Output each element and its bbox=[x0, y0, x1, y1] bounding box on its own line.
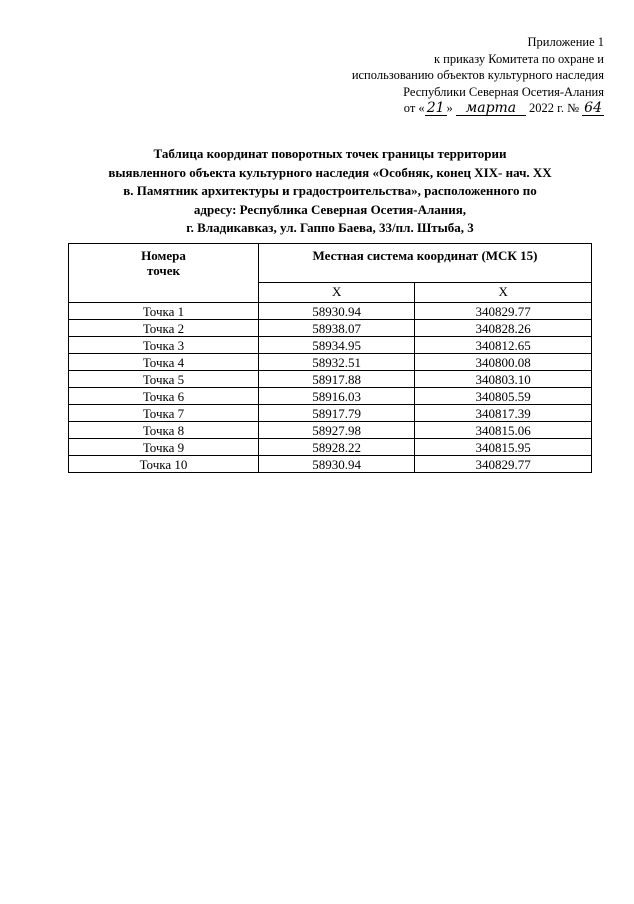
x2-cell: 340829.77 bbox=[415, 303, 592, 320]
date-month: марта bbox=[456, 101, 526, 116]
date-prefix: от « bbox=[403, 101, 425, 115]
appendix-line3: использованию объектов культурного наследия bbox=[351, 68, 604, 82]
table-row bbox=[69, 405, 592, 422]
header-points-label: Номера точек bbox=[141, 248, 186, 278]
x1-cell: 58938.07 bbox=[259, 320, 415, 337]
table-row bbox=[69, 371, 592, 388]
appendix-line1: Приложение 1 bbox=[527, 35, 604, 49]
point-cell: Точка 6 bbox=[69, 388, 259, 405]
x1-cell: 58916.03 bbox=[259, 388, 415, 405]
date-mid: » bbox=[446, 101, 453, 115]
appendix-date-line bbox=[352, 100, 604, 117]
title-line1: Таблица координат поворотных точек границы территории bbox=[153, 146, 507, 161]
point-cell: Точка 10 bbox=[69, 456, 259, 473]
x2-cell: 340829.77 bbox=[415, 456, 592, 473]
x2-cell: 340812.65 bbox=[415, 337, 592, 354]
table-row bbox=[69, 337, 592, 354]
point-cell: Точка 5 bbox=[69, 371, 259, 388]
table-row bbox=[69, 354, 592, 371]
title-line4: адресу: Республика Северная Осетия-Алания, bbox=[193, 201, 467, 217]
table-row bbox=[69, 320, 592, 337]
title-line2: выявленного объекта культурного наследия «Особняк, конец XIX- нач. XX bbox=[108, 164, 552, 180]
x2-cell: 340803.10 bbox=[415, 371, 592, 388]
date-day: 21 bbox=[426, 100, 445, 116]
coordinates-table bbox=[68, 243, 592, 473]
document-title bbox=[60, 145, 600, 238]
appendix-line2: к приказу Комитета по охране и bbox=[433, 51, 604, 66]
title-line3: в. Памятник архитектуры и градостроительства», расположенного по bbox=[123, 183, 537, 198]
table-row bbox=[69, 456, 592, 473]
date-year: 2022 г. № bbox=[529, 101, 580, 115]
point-cell: Точка 7 bbox=[69, 405, 259, 422]
x1-cell: 58927.98 bbox=[259, 422, 415, 439]
point-cell: Точка 3 bbox=[69, 337, 259, 354]
title-line5: г. Владикавказ, ул. Гаппо Баева, 33/пл. Штыба, 3 bbox=[186, 220, 474, 235]
header-coordinate-system: Местная система координат (МСК 15) bbox=[259, 244, 592, 283]
x2-cell: 340805.59 bbox=[415, 388, 592, 405]
x2-cell: 340828.26 bbox=[415, 320, 592, 337]
x2-cell: 340815.95 bbox=[415, 439, 592, 456]
point-cell: Точка 1 bbox=[69, 303, 259, 320]
x1-cell: 58917.88 bbox=[259, 371, 415, 388]
point-cell: Точка 2 bbox=[69, 320, 259, 337]
table-row bbox=[69, 388, 592, 405]
point-cell: Точка 8 bbox=[69, 422, 259, 439]
appendix-header bbox=[352, 34, 604, 117]
header-x1: X bbox=[259, 282, 415, 302]
x1-cell: 58930.94 bbox=[259, 303, 415, 320]
x1-cell: 58917.79 bbox=[259, 405, 415, 422]
header-x2: X bbox=[415, 282, 592, 302]
x2-cell: 340817.39 bbox=[415, 405, 592, 422]
table-row bbox=[69, 422, 592, 439]
x2-cell: 340815.06 bbox=[415, 422, 592, 439]
table-row bbox=[69, 439, 592, 456]
table-body bbox=[69, 303, 592, 473]
appendix-line4: Республики Северная Осетия-Алания bbox=[403, 84, 604, 99]
x1-cell: 58930.94 bbox=[259, 456, 415, 473]
header-points bbox=[69, 244, 259, 303]
x1-cell: 58934.95 bbox=[259, 337, 415, 354]
order-number: 64 bbox=[584, 100, 602, 116]
x2-cell: 340800.08 bbox=[415, 354, 592, 371]
x1-cell: 58928.22 bbox=[259, 439, 415, 456]
x1-cell: 58932.51 bbox=[259, 354, 415, 371]
point-cell: Точка 9 bbox=[69, 439, 259, 456]
table-row bbox=[69, 303, 592, 320]
point-cell: Точка 4 bbox=[69, 354, 259, 371]
